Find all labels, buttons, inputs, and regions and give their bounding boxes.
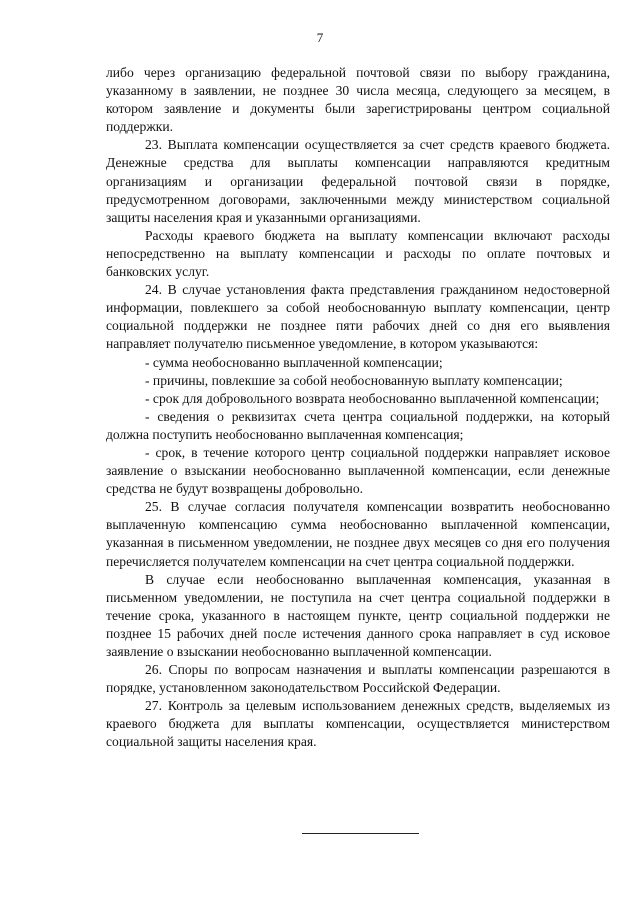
paragraph-24: 24. В случае установления факта представления гражданином недостоверной информации, повлекшего за собой необоснованную выплату компенсации, центр социальной поддержки не позднее пяти рабочих дней со дня его выявления направляет получателю письменное уведомление, в котором указываются: bbox=[106, 282, 610, 352]
paragraph-23: 23. Выплата компенсации осуществляется за счет средств краевого бюджета. Денежные средства для выплаты компенсации направляются кредитным организациям и организации федеральной почтовой связи в порядке, предусмотренном договорами, заключенными между министерством социальной защиты населения края и указанными организациями. bbox=[106, 137, 610, 225]
paragraph-continuation: либо через организацию федеральной почтовой связи по выбору гражданина, указанному в заявлении, не позднее 30 числа месяца, следующего за месяцем, в котором заявление и документы были зарегистрированы центром социальной поддержки. bbox=[106, 65, 610, 135]
list-item-deadline: - срок для добровольного возврата необоснованно выплаченной компенсации; bbox=[145, 390, 600, 406]
end-divider-line bbox=[302, 833, 419, 834]
list-item-amount: - сумма необоснованно выплаченной компенсации; bbox=[145, 354, 443, 370]
list-item-account-details: - сведения о реквизитах счета центра социальной поддержки, на который должна поступить необоснованно выплаченная компенсация; bbox=[106, 408, 610, 442]
document-body bbox=[106, 64, 610, 752]
paragraph-27: 27. Контроль за целевым использованием денежных средств, выделяемых из краевого бюджета для выплаты компенсации, осуществляется министерством социальной защиты населения края. bbox=[106, 698, 610, 750]
paragraph-budget-expenses: Расходы краевого бюджета на выплату компенсации включают расходы непосредственно на выплату компенсации и расходы по оплате почтовых и банковских услуг. bbox=[106, 227, 610, 280]
paragraph-court-claim: В случае если необоснованно выплаченная компенсация, указанная в письменном уведомлении, не поступила на счет центра социальной поддержки в течение срока, указанного в настоящем пункте, центр социальной поддержки не позднее 15 рабочих дней после истечения данного срока направляет в суд исковое заявление о взыскании необоснованно выплаченной компенсации. bbox=[106, 571, 610, 659]
list-item-reasons: - причины, повлекшие за собой необоснованную выплату компенсации; bbox=[145, 372, 563, 388]
paragraph-25: 25. В случае согласия получателя компенсации возвратить необоснованно выплаченную компенсацию сумма необоснованно выплаченной компенсации, указанная в письменном уведомлении, не позднее двух месяцев со дня его получения перечисляется получателем компенсации на счет центра социальной поддержки. bbox=[106, 499, 610, 569]
page-number: 7 bbox=[316, 30, 324, 45]
paragraph-26: 26. Споры по вопросам назначения и выплаты компенсации разрешаются в порядке, установленном законодательством Российской Федерации. bbox=[106, 662, 610, 696]
list-item-claim-term: - срок, в течение которого центр социальной поддержки направляет исковое заявление о взыскании необоснованно выплаченной компенсации, если денежные средства не будут возвращены добровольно. bbox=[106, 444, 610, 497]
